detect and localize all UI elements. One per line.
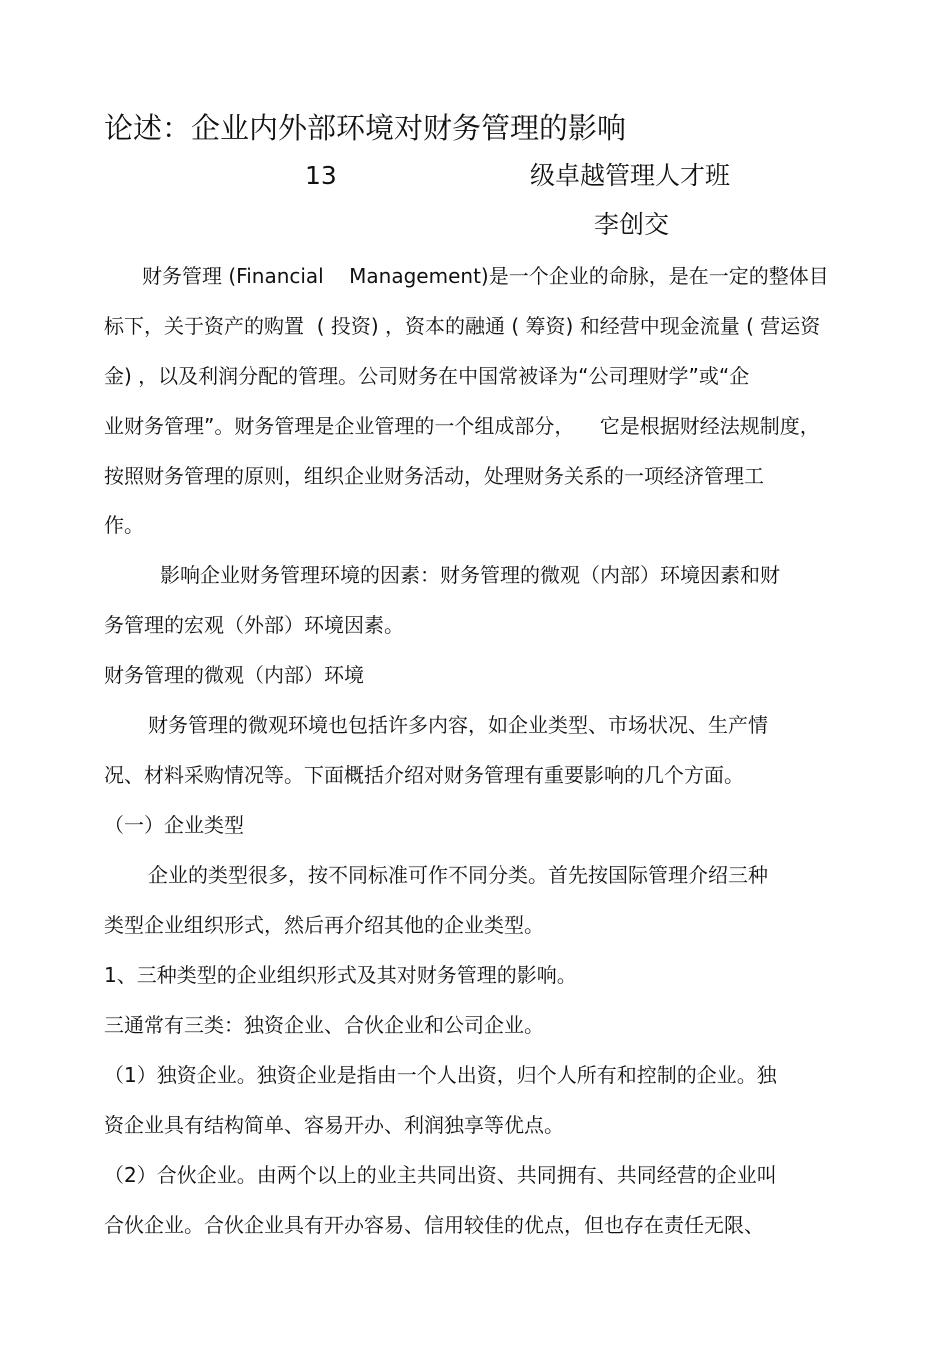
class-name: 级卓越管理人才班 — [530, 161, 731, 190]
body-line: 1、三种类型的企业组织形式及其对财务管理的影响。 — [104, 963, 577, 987]
body-line: 类型企业组织形式，然后再介绍其他的企业类型。 — [104, 913, 544, 937]
body-line: 况、材料采购情况等。下面概括介绍对财务管理有重要影响的几个方面。 — [104, 763, 744, 787]
body-line: 按照财务管理的原则，组织企业财务活动，处理财务关系的一项经济管理工 — [104, 464, 764, 488]
body-line: （2）合伙企业。由两个以上的业主共同出资、共同拥有、共同经营的企业叫 — [104, 1163, 777, 1187]
author-name: 李创交 — [594, 210, 670, 239]
section-heading: 财务管理的微观（内部）环境 — [104, 663, 364, 687]
body-line: 资企业具有结构简单、容易开办、利润独享等优点。 — [104, 1113, 564, 1137]
subsection-heading: （一）企业类型 — [104, 813, 244, 837]
body-line: 业财务管理”。财务管理是企业管理的一个组成部分， 它是根据财经法规制度， — [104, 414, 820, 438]
body-line: 务管理的宏观（外部）环境因素。 — [104, 613, 404, 637]
body-line: 作。 — [104, 513, 144, 537]
body-line: 企业的类型很多，按不同标准可作不同分类。首先按国际管理介绍三种 — [148, 863, 768, 887]
body-line: 三通常有三类：独资企业、合伙企业和公司企业。 — [104, 1013, 544, 1037]
body-line: 财务管理的微观环境也包括许多内容，如企业类型、市场状况、生产情 — [148, 713, 768, 737]
body-line: 标下，关于资产的购置 ( 投资) ，资本的融通 ( 筹资) 和经营中现金流量 ( 营运资 — [104, 314, 821, 338]
body-line: 影响企业财务管理环境的因素：财务管理的微观（内部）环境因素和财 — [160, 563, 780, 587]
body-line: 财务管理 (Financial Management)是一个企业的命脉，是在一定的整体目 — [142, 264, 829, 288]
class-number: 13 — [305, 161, 337, 190]
body-line: 合伙企业。合伙企业具有开办容易、信用较佳的优点，但也存在责任无限、 — [104, 1213, 764, 1237]
document-title: 论述：企业内外部环境对财务管理的影响 — [104, 111, 627, 145]
body-line: 金) ，以及利润分配的管理。公司财务在中国常被译为“公司理财学”或“企 — [104, 364, 750, 388]
body-line: （1）独资企业。独资企业是指由一个人出资，归个人所有和控制的企业。独 — [104, 1063, 777, 1087]
